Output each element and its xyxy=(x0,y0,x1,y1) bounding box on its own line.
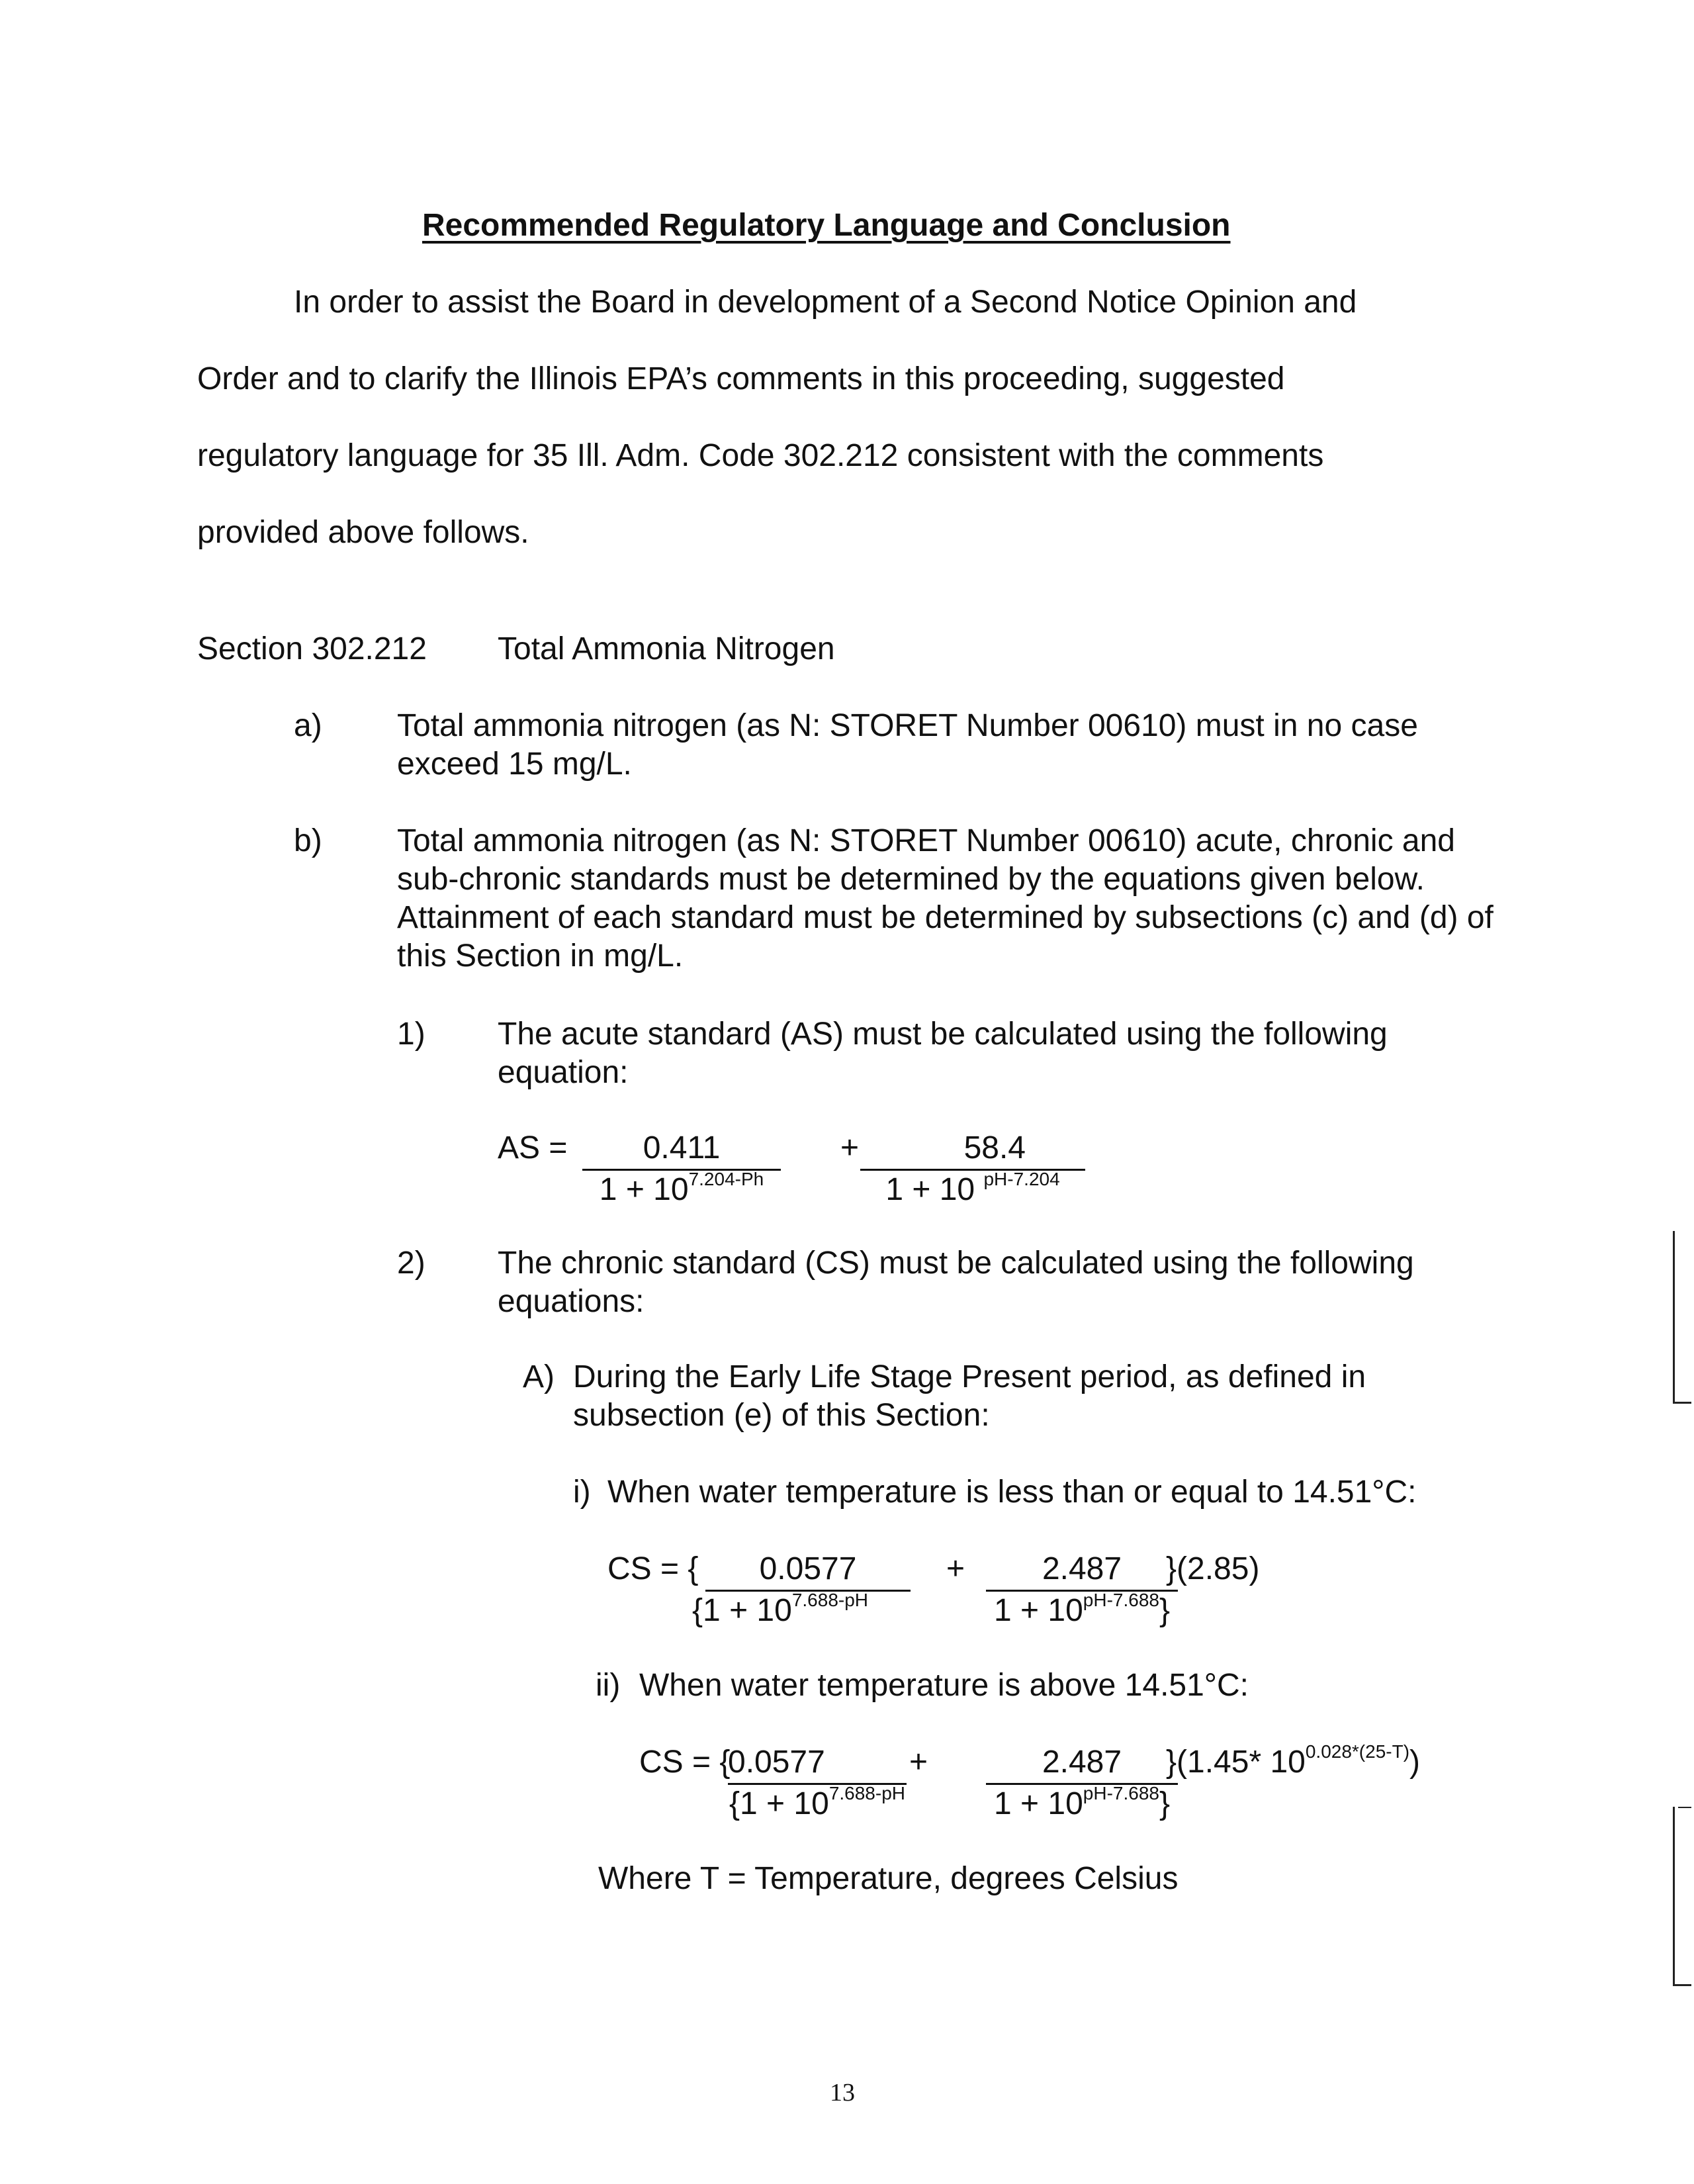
intro-line-2: Order and to clarify the Illinois EPA’s comments in this proceeding, suggested xyxy=(197,361,1285,396)
eq-cs2-lhs: CS = { xyxy=(639,1745,731,1780)
item-1-text: The acute standard (AS) must be calculated using the following equation: xyxy=(498,1017,1388,1090)
item-2-text: The chronic standard (CS) must be calculated using the following equations: xyxy=(498,1246,1414,1319)
item-A-marker: A) xyxy=(523,1359,555,1394)
eq-cs2-numerator-1: 0.0577 xyxy=(728,1743,907,1785)
intro-line-1: In order to assist the Board in development of a Second Notice Opinion and xyxy=(294,285,1357,320)
item-2-marker: 2) xyxy=(397,1246,425,1281)
eq-cs2-tail xyxy=(1166,1743,1420,1782)
eq-cs1-den2-close: } xyxy=(1159,1592,1170,1628)
intro-line-3: regulatory language for 35 Ill. Adm. Code 302.212 consistent with the comments xyxy=(197,438,1324,473)
eq-cs1-lhs: CS = { xyxy=(607,1551,699,1586)
eq-cs2-denominator-2 xyxy=(986,1782,1178,1823)
eq-cs2-den1-exponent: 7.688-pH xyxy=(828,1782,905,1803)
eq-cs1-tail: }(2.85) xyxy=(1166,1551,1260,1586)
scan-edge-mark xyxy=(1673,1402,1691,1404)
eq-cs2-den2-close: } xyxy=(1159,1786,1170,1821)
eq-cs1-den2-base: 1 + 10 xyxy=(993,1592,1083,1628)
eq-cs2-tail-base: }(1.45* 10 xyxy=(1166,1745,1306,1780)
eq-cs1-numerator-2: 2.487 xyxy=(986,1550,1178,1592)
eq-cs1-den2-exponent: pH-7.688 xyxy=(1083,1589,1159,1610)
eq-as-numerator-2: 58.4 xyxy=(860,1129,1085,1171)
eq-cs2-fraction-2 xyxy=(986,1743,1178,1823)
section-number: Section 302.212 xyxy=(197,631,427,666)
scan-edge-mark xyxy=(1673,1231,1675,1403)
scan-edge-mark xyxy=(1678,1807,1691,1808)
item-a-marker: a) xyxy=(294,708,322,743)
intro-line-4: provided above follows. xyxy=(197,515,529,550)
eq-cs1-den1-exponent: 7.688-pH xyxy=(791,1589,869,1610)
section-title: Total Ammonia Nitrogen xyxy=(498,631,835,666)
item-a-text: Total ammonia nitrogen (as N: STORET Number 00610) must in no case exceed 15 mg/L. xyxy=(397,708,1418,782)
eq-as-fraction-2 xyxy=(860,1129,1085,1208)
item-b-text: Total ammonia nitrogen (as N: STORET Number 00610) acute, chronic and sub-chronic standards must be determined by the equations given below. Attainment of each standard must be determined by subsections (c) and (d) of this Section in mg/L. xyxy=(397,823,1493,974)
eq-as-plus: + xyxy=(840,1130,860,1165)
item-ii-marker: ii) xyxy=(596,1668,621,1703)
eq-cs2-den2-base: 1 + 10 xyxy=(993,1786,1083,1821)
where-note: Where T = Temperature, degrees Celsius xyxy=(598,1861,1179,1896)
item-A-text: During the Early Life Stage Present period, as defined in subsection (e) of this Section: xyxy=(573,1359,1366,1433)
eq-cs1-fraction-2 xyxy=(986,1550,1178,1629)
eq-cs2-den1-base: {1 + 10 xyxy=(729,1786,829,1821)
eq-cs2-plus: + xyxy=(909,1745,928,1780)
eq-cs2-numerator-2: 2.487 xyxy=(986,1743,1178,1785)
item-i-marker: i) xyxy=(573,1475,591,1510)
eq-as-denominator-1 xyxy=(582,1168,781,1209)
eq-as-numerator-1: 0.411 xyxy=(582,1129,781,1171)
eq-cs2-den2-exponent: pH-7.688 xyxy=(1083,1782,1159,1803)
eq-cs2-tail-close: ) xyxy=(1409,1745,1421,1780)
scan-edge-mark xyxy=(1673,1984,1691,1986)
eq-as-fraction-1 xyxy=(582,1129,781,1208)
item-ii-text: When water temperature is above 14.51°C: xyxy=(639,1668,1249,1703)
eq-as-den2-exponent: pH-7.204 xyxy=(983,1168,1060,1189)
scan-edge-mark xyxy=(1673,1807,1675,1985)
eq-cs2-fraction-1 xyxy=(728,1743,907,1823)
item-1-marker: 1) xyxy=(397,1017,425,1052)
eq-cs1-denominator-2 xyxy=(986,1589,1178,1630)
document-heading: Recommended Regulatory Language and Conclusion xyxy=(422,208,1231,243)
eq-as-denominator-2 xyxy=(860,1168,1085,1209)
eq-cs1-denominator-1 xyxy=(692,1589,911,1630)
item-b-marker: b) xyxy=(294,823,322,858)
eq-as-den1-exponent: 7.204-Ph xyxy=(688,1168,764,1189)
item-i-text: When water temperature is less than or equal to 14.51°C: xyxy=(607,1475,1417,1510)
eq-cs2-tail-exponent: 0.028*(25-T) xyxy=(1305,1741,1410,1762)
eq-as-den1-base: 1 + 10 xyxy=(599,1171,689,1207)
eq-cs1-numerator-1: 0.0577 xyxy=(705,1550,911,1592)
eq-cs1-den1-base: {1 + 10 xyxy=(692,1592,792,1628)
eq-cs2-denominator-1 xyxy=(728,1782,907,1823)
page-number: 13 xyxy=(830,2079,855,2107)
eq-cs1-plus: + xyxy=(946,1551,965,1586)
eq-cs1-fraction-1 xyxy=(692,1550,911,1629)
eq-as-lhs: AS = xyxy=(498,1130,568,1165)
eq-as-den2-base: 1 + 10 xyxy=(885,1171,975,1207)
